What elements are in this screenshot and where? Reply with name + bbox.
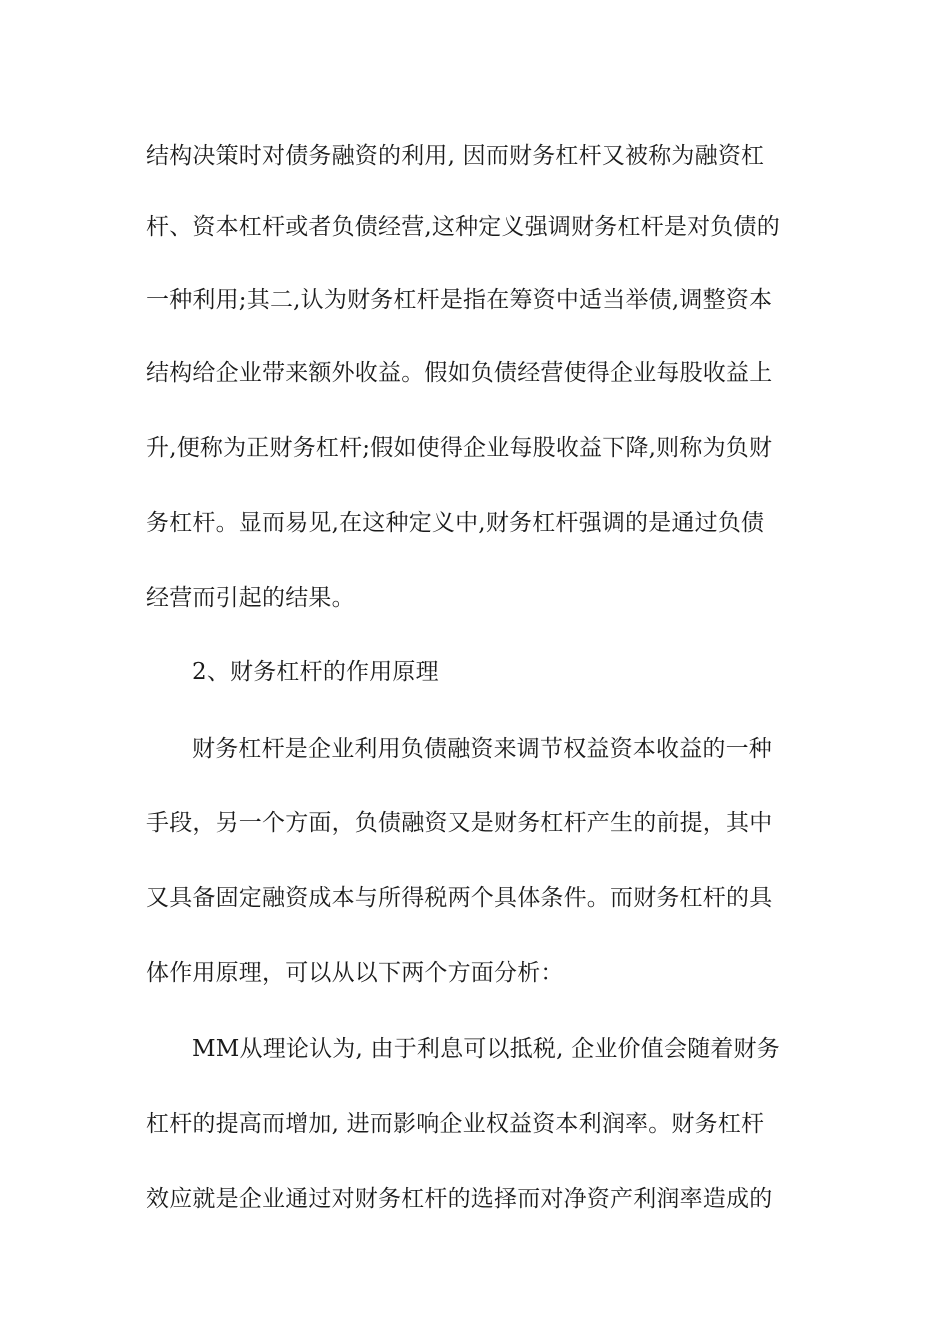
paragraph-1-line-2: 杆、资本杠杆或者负债经营,这种定义强调财务杠杆是对负债的 — [146, 214, 780, 240]
paragraph-3-line-2: 杠杆的提高而增加, 进而影响企业权益资本利润率。财务杠杆 — [146, 1111, 765, 1137]
paragraph-3-line-3: 效应就是企业通过对财务杠杆的选择而对净资产利润率造成的 — [146, 1186, 773, 1212]
paragraph-2-line-3: 又具备固定融资成本与所得税两个具体条件。而财务杠杆的具 — [146, 885, 773, 911]
paragraph-2-line-1: 财务杠杆是企业利用负债融资来调节权益资本收益的一种 — [192, 736, 772, 762]
paragraph-1-line-1: 结构决策时对债务融资的利用, 因而财务杠杆又被称为融资杠 — [146, 143, 765, 169]
paragraph-1-line-4: 结构给企业带来额外收益。假如负债经营使得企业每股收益上 — [146, 360, 773, 386]
paragraph-1-line-5: 升,便称为正财务杠杆;假如使得企业每股收益下降,则称为负财 — [146, 435, 773, 461]
paragraph-1-line-7: 经营而引起的结果。 — [146, 585, 355, 611]
paragraph-1-line-6: 务杠杆。显而易见,在这种定义中,财务杠杆强调的是通过负债 — [146, 510, 765, 536]
section-heading: 2、财务杠杆的作用原理 — [192, 659, 439, 685]
paragraph-2-line-2: 手段，另一个方面，负债融资又是财务杠杆产生的前提，其中 — [146, 810, 773, 836]
paragraph-2-line-4: 体作用原理，可以从以下两个方面分析： — [146, 960, 564, 986]
paragraph-3-line-1: MM从理论认为, 由于利息可以抵税, 企业价值会随着财务 — [192, 1036, 780, 1062]
paragraph-1-line-3: 一种利用;其二,认为财务杠杆是指在筹资中适当举债,调整资本 — [146, 287, 773, 313]
